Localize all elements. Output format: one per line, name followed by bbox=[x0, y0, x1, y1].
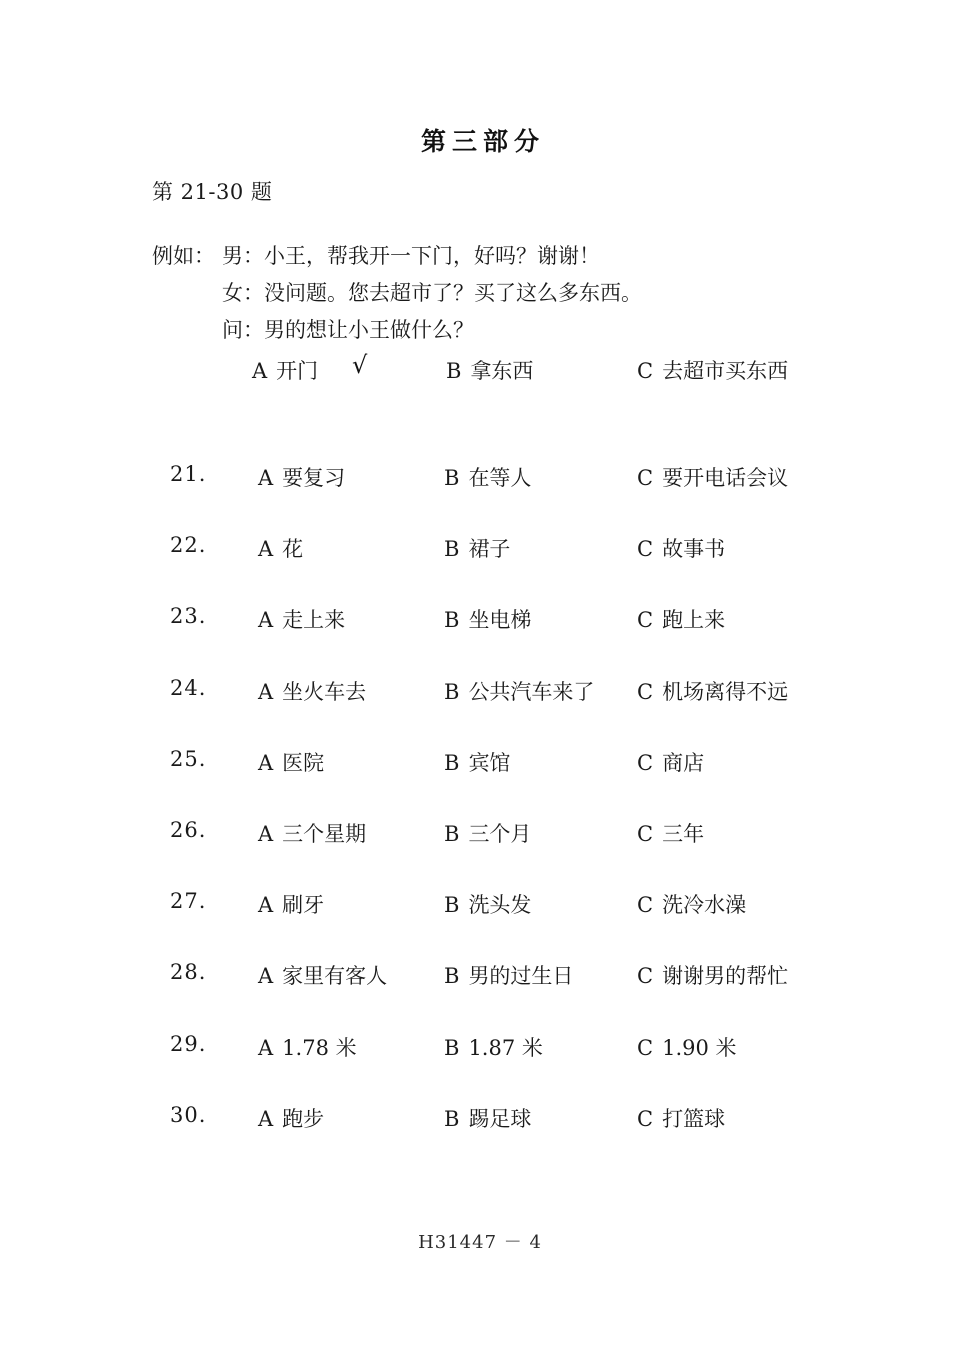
question-option-c[interactable] bbox=[637, 889, 746, 919]
table-row bbox=[0, 604, 960, 675]
option-letter: A bbox=[258, 1035, 274, 1060]
question-option-a[interactable] bbox=[258, 676, 366, 706]
table-row bbox=[0, 960, 960, 1031]
option-letter: C bbox=[637, 1106, 654, 1131]
option-letter: C bbox=[637, 679, 654, 704]
page-footer: H31447 － 4 bbox=[418, 1232, 542, 1253]
option-text: 公共汽车来了 bbox=[468, 679, 595, 704]
option-letter: A bbox=[258, 1106, 274, 1131]
option-letter: A bbox=[258, 964, 274, 989]
option-letter: C bbox=[637, 750, 654, 775]
option-text: 在等人 bbox=[468, 466, 532, 490]
option-letter: B bbox=[444, 608, 460, 633]
example-option-b[interactable] bbox=[446, 355, 533, 385]
option-letter: B bbox=[444, 466, 460, 490]
question-option-a[interactable] bbox=[258, 1103, 324, 1133]
option-text: 跑步 bbox=[282, 1106, 325, 1131]
question-option-a[interactable] bbox=[258, 889, 324, 919]
question-option-b[interactable] bbox=[444, 1103, 531, 1133]
question-number: 23. bbox=[170, 604, 207, 629]
question-option-a[interactable] bbox=[258, 604, 345, 634]
question-option-c[interactable] bbox=[637, 462, 788, 492]
option-text: 洗头发 bbox=[468, 893, 532, 918]
question-option-c[interactable] bbox=[637, 676, 788, 706]
table-row bbox=[0, 747, 960, 818]
option-letter: B bbox=[444, 750, 460, 775]
example-option-a-text: 开门 bbox=[276, 359, 319, 383]
option-letter: B bbox=[444, 1106, 460, 1131]
example-line-female bbox=[152, 277, 892, 314]
example-option-c-text: 去超市买东西 bbox=[662, 359, 789, 383]
example-speaker-question: 问： bbox=[222, 318, 264, 342]
example-option-c-letter: C bbox=[637, 359, 654, 383]
question-option-c[interactable] bbox=[637, 747, 704, 777]
question-option-a[interactable] bbox=[258, 1032, 357, 1062]
option-text: 谢谢男的帮忙 bbox=[662, 964, 789, 989]
table-row bbox=[0, 1032, 960, 1103]
question-option-b[interactable] bbox=[444, 533, 510, 563]
option-text: 跑上来 bbox=[662, 608, 726, 633]
option-letter: B bbox=[444, 1035, 460, 1060]
option-letter: C bbox=[637, 1035, 654, 1060]
example-speaker-male: 男： bbox=[222, 244, 264, 268]
question-option-c[interactable] bbox=[637, 960, 788, 990]
option-text: 打篮球 bbox=[662, 1106, 726, 1131]
question-option-c[interactable] bbox=[637, 1103, 725, 1133]
option-text: 花 bbox=[282, 537, 304, 562]
question-number: 28. bbox=[170, 960, 207, 985]
example-line-male bbox=[152, 240, 892, 277]
option-letter: C bbox=[637, 893, 654, 918]
table-row bbox=[0, 462, 960, 533]
option-letter: C bbox=[637, 537, 654, 562]
option-letter: C bbox=[637, 821, 654, 846]
question-number: 26. bbox=[170, 817, 207, 842]
table-row bbox=[0, 889, 960, 960]
example-text-female: 没问题。您去超市了？买了这么多东西。 bbox=[264, 281, 642, 305]
question-option-a[interactable] bbox=[258, 533, 303, 563]
question-option-c[interactable] bbox=[637, 818, 704, 848]
question-option-c[interactable] bbox=[637, 533, 725, 563]
option-text: 机场离得不远 bbox=[662, 679, 789, 704]
question-number: 27. bbox=[170, 889, 207, 914]
option-letter: A bbox=[258, 893, 274, 918]
option-text: 宾馆 bbox=[468, 750, 511, 775]
example-option-a-letter: A bbox=[252, 359, 268, 383]
example-line-question bbox=[152, 314, 892, 351]
question-number: 21. bbox=[170, 462, 207, 486]
example-options-row bbox=[0, 351, 960, 389]
question-number: 30. bbox=[170, 1102, 207, 1127]
option-text: 坐电梯 bbox=[468, 608, 532, 633]
option-text: 刷牙 bbox=[282, 893, 325, 918]
option-text: 坐火车去 bbox=[282, 679, 367, 704]
option-letter: A bbox=[258, 466, 274, 490]
option-text: 走上来 bbox=[282, 608, 346, 633]
option-letter: B bbox=[444, 537, 460, 562]
question-option-a[interactable] bbox=[258, 818, 366, 848]
option-letter: C bbox=[637, 466, 654, 490]
question-option-a[interactable] bbox=[258, 747, 324, 777]
question-number: 22. bbox=[170, 533, 207, 558]
question-option-b[interactable] bbox=[444, 676, 594, 706]
option-text: 1.87 米 bbox=[468, 1035, 543, 1060]
option-text: 要开电话会议 bbox=[662, 466, 789, 490]
question-option-c[interactable] bbox=[637, 604, 725, 634]
option-letter: A bbox=[258, 821, 274, 846]
question-list bbox=[0, 462, 960, 1174]
option-text: 1.90 米 bbox=[662, 1035, 737, 1060]
question-option-a[interactable] bbox=[258, 462, 345, 492]
option-text: 家里有客人 bbox=[282, 964, 388, 989]
example-option-b-text: 拿东西 bbox=[470, 359, 534, 383]
option-text: 商店 bbox=[662, 750, 705, 775]
option-text: 三个星期 bbox=[282, 821, 367, 846]
option-text: 要复习 bbox=[282, 466, 346, 490]
option-letter: A bbox=[258, 608, 274, 633]
option-text: 踢足球 bbox=[468, 1106, 532, 1131]
question-option-a[interactable] bbox=[258, 960, 387, 990]
example-option-b-letter: B bbox=[446, 359, 462, 383]
question-option-b[interactable] bbox=[444, 747, 510, 777]
option-text: 1.78 米 bbox=[282, 1035, 357, 1060]
option-letter: C bbox=[637, 964, 654, 989]
question-option-b[interactable] bbox=[444, 1032, 543, 1062]
example-label: 例如： bbox=[152, 244, 215, 268]
table-row bbox=[0, 1103, 960, 1174]
option-letter: B bbox=[444, 679, 460, 704]
option-text: 裙子 bbox=[468, 537, 511, 562]
table-row bbox=[0, 818, 960, 889]
option-letter: B bbox=[444, 964, 460, 989]
question-option-b[interactable] bbox=[444, 818, 531, 848]
page-title: 第三部分 bbox=[420, 127, 545, 156]
example-speaker-female: 女： bbox=[222, 281, 264, 305]
question-option-c[interactable] bbox=[637, 1032, 737, 1062]
checkmark-icon: √ bbox=[352, 351, 368, 379]
option-text: 三个月 bbox=[468, 821, 532, 846]
option-letter: A bbox=[258, 537, 274, 562]
option-letter: A bbox=[258, 750, 274, 775]
option-letter: A bbox=[258, 679, 274, 704]
question-number: 25. bbox=[170, 746, 207, 771]
question-option-b[interactable] bbox=[444, 889, 531, 919]
option-text: 三年 bbox=[662, 821, 705, 846]
table-row bbox=[0, 533, 960, 604]
question-option-b[interactable] bbox=[444, 960, 573, 990]
question-option-b[interactable] bbox=[444, 462, 531, 492]
question-number: 24. bbox=[170, 675, 207, 700]
option-letter: B bbox=[444, 821, 460, 846]
option-text: 男的过生日 bbox=[468, 964, 574, 989]
example-text-male: 小王，帮我开一下门，好吗？谢谢！ bbox=[264, 244, 600, 268]
option-letter: B bbox=[444, 893, 460, 918]
example-text-question: 男的想让小王做什么？ bbox=[264, 318, 474, 342]
table-row bbox=[0, 676, 960, 747]
option-text: 医院 bbox=[282, 750, 325, 775]
question-option-b[interactable] bbox=[444, 604, 531, 634]
option-text: 洗冷水澡 bbox=[662, 893, 747, 918]
question-range-label: 第 21-30 题 bbox=[152, 180, 273, 204]
example-block bbox=[152, 240, 892, 351]
example-option-c[interactable] bbox=[637, 355, 788, 385]
question-number: 29. bbox=[170, 1031, 207, 1056]
example-option-a[interactable] bbox=[252, 355, 318, 385]
option-text: 故事书 bbox=[662, 537, 726, 562]
option-letter: C bbox=[637, 608, 654, 633]
